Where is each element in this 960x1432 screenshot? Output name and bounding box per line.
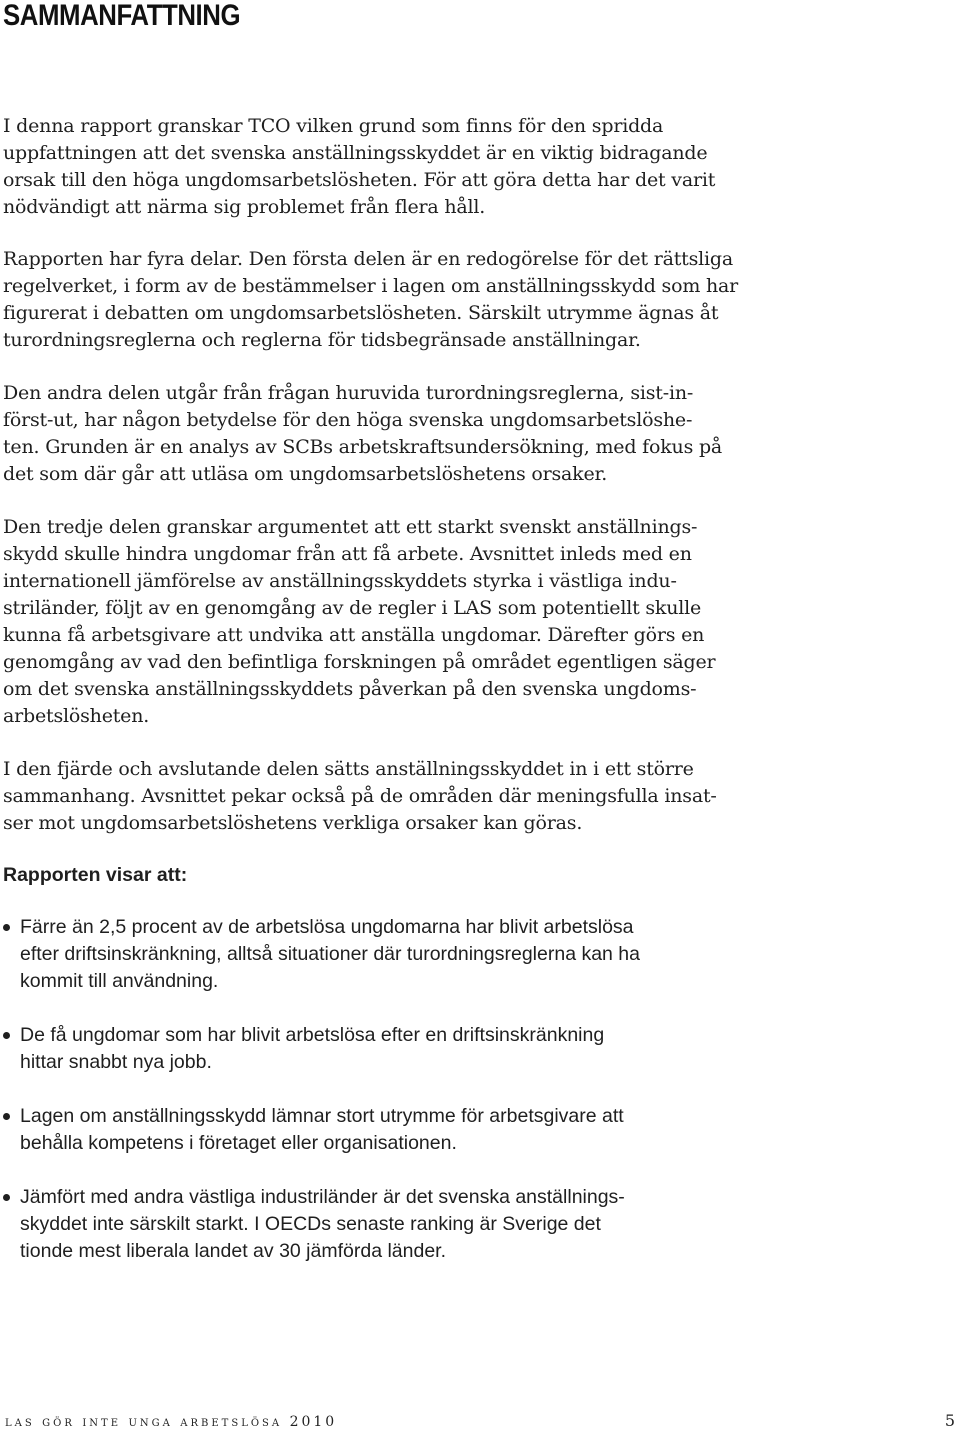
intro-paragraph — [3, 113, 763, 221]
list-item-line: efter driftsinskränkning, alltså situationer där turordningsreglerna kan ha — [20, 943, 641, 965]
findings-list — [0, 914, 640, 1292]
bullet-icon — [3, 1194, 10, 1201]
bullet-icon — [3, 924, 10, 931]
list-item-line: hittar snabbt nya jobb. — [20, 1051, 212, 1073]
list-item — [0, 1022, 640, 1076]
paragraph-line: I den fjärde och avslutande delen sätts anställningsskyddet in i ett större — [3, 758, 694, 780]
paragraph-line: I denna rapport granskar TCO vilken grund som finns för den spridda — [3, 115, 664, 137]
paragraph-line: uppfattningen att det svenska anställningsskyddet är en viktig bidragande — [3, 142, 708, 164]
paragraph-line: internationell jämförelse av anställningsskyddets styrka i västliga indu- — [3, 570, 677, 592]
paragraph-line: skydd skulle hindra ungdomar från att få arbete. Avsnittet inleds med en — [3, 543, 692, 565]
list-item-line: skyddet inte särskilt starkt. I OECDs senaste ranking är Sverige det — [20, 1213, 601, 1235]
third-part-paragraph — [3, 514, 763, 730]
paragraph-line: nödvändigt att närma sig problemet från flera håll. — [3, 196, 486, 218]
fourth-part-paragraph — [3, 756, 763, 837]
list-item-line: behålla kompetens i företaget eller organisationen. — [20, 1132, 457, 1154]
structure-paragraph — [3, 246, 763, 354]
paragraph-line: genomgång av vad den befintliga forskningen på området egentligen säger — [3, 651, 716, 673]
paragraph-line: kunna få arbetsgivare att undvika att anställa ungdomar. Därefter görs en — [3, 624, 705, 646]
paragraph-line: Rapporten har fyra delar. Den första delen är en redogörelse för det rättsliga — [3, 248, 734, 270]
list-item-line: Jämfört med andra västliga industriländer är det svenska anställnings- — [20, 1186, 625, 1208]
paragraph-line: turordningsreglerna och reglerna för tidsbegränsade anställningar. — [3, 329, 641, 351]
list-item — [0, 1103, 640, 1157]
paragraph-line: ten. Grunden är en analys av SCBs arbetskraftsundersökning, med fokus på — [3, 436, 723, 458]
list-item-line: tionde mest liberala landet av 30 jämförda länder. — [20, 1240, 447, 1262]
page-title: SAMMANFATTNING — [3, 0, 241, 32]
list-item-line: kommit till användning. — [20, 970, 219, 992]
list-item — [0, 914, 640, 995]
bullet-icon — [3, 1032, 10, 1039]
page-number: 5 — [944, 1411, 955, 1430]
list-item-line: Lagen om anställningsskydd lämnar stort utrymme för arbetsgivare att — [20, 1105, 624, 1127]
bullet-icon — [3, 1113, 10, 1120]
list-item-line: Färre än 2,5 procent av de arbetslösa ungdomarna har blivit arbetslösa — [20, 916, 634, 938]
paragraph-line: det som där går att utläsa om ungdomsarbetslöshetens orsaker. — [3, 463, 608, 485]
list-item — [0, 1184, 640, 1265]
paragraph-line: sammanhang. Avsnittet pekar också på de områden där meningsfulla insat- — [3, 785, 717, 807]
findings-heading: Rapporten visar att: — [3, 864, 188, 886]
paragraph-line: orsak till den höga ungdomsarbetslösheten. För att göra detta har det varit — [3, 169, 716, 191]
paragraph-line: först-ut, har någon betydelse för den höga svenska ungdomsarbetslöshe- — [3, 409, 693, 431]
running-footer-title: las gör inte unga arbetslösa 2010 — [5, 1414, 338, 1430]
paragraph-line: om det svenska anställningsskyddets påverkan på den svenska ungdoms- — [3, 678, 697, 700]
paragraph-line: striländer, följt av en genomgång av de regler i LAS som potentiellt skulle — [3, 597, 702, 619]
paragraph-line: ser mot ungdomsarbetslöshetens verkliga orsaker kan göras. — [3, 812, 583, 834]
second-part-paragraph — [3, 380, 763, 488]
paragraph-line: regelverket, i form av de bestämmelser i lagen om anställningsskydd som har — [3, 275, 739, 297]
paragraph-line: arbetslösheten. — [3, 705, 150, 727]
paragraph-line: figurerat i debatten om ungdomsarbetslösheten. Särskilt utrymme ägnas åt — [3, 302, 719, 324]
paragraph-line: Den andra delen utgår från frågan huruvida turordningsreglerna, sist-in- — [3, 382, 694, 404]
paragraph-line: Den tredje delen granskar argumentet att ett starkt svenskt anställnings- — [3, 516, 698, 538]
list-item-line: De få ungdomar som har blivit arbetslösa efter en driftsinskränkning — [20, 1024, 605, 1046]
